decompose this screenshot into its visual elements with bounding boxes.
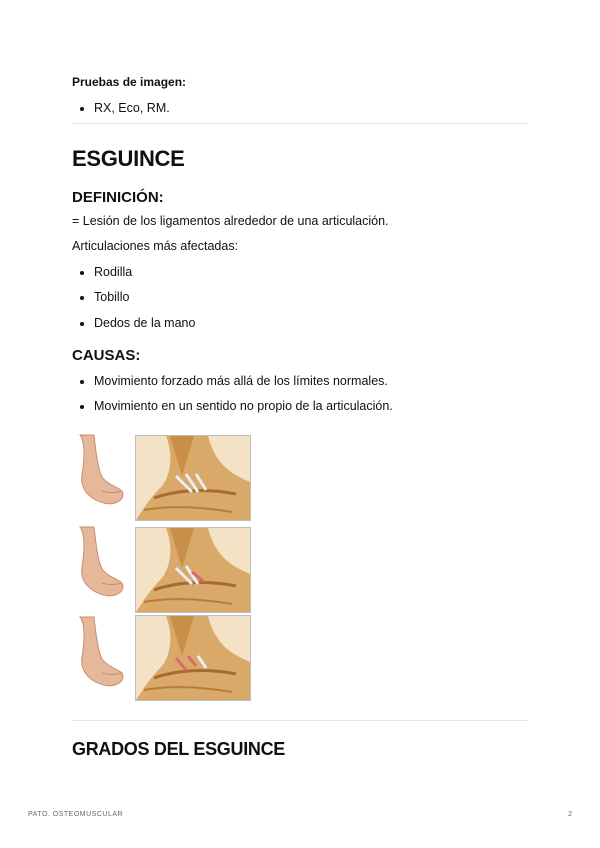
section-title-grades: GRADOS DEL ESGUINCE xyxy=(72,739,285,759)
list-item: Tobillo xyxy=(94,290,130,304)
divider xyxy=(72,123,528,124)
list-item: Rodilla xyxy=(94,265,133,279)
causes-heading: CAUSAS: xyxy=(72,347,141,364)
footer-label: PATO. OSTEOMUSCULAR xyxy=(28,811,124,818)
joints-intro: Articulaciones más afectadas: xyxy=(72,239,239,253)
list-item: RX, Eco, RM. xyxy=(94,101,170,115)
imaging-heading: Pruebas de imagen: xyxy=(72,75,187,89)
definition-text: = Lesión de los ligamentos alrededor de una articulación. xyxy=(72,214,389,228)
ligament-panel xyxy=(135,615,251,701)
sprain-grades-illustration xyxy=(72,433,252,701)
list-item: Movimiento en un sentido no propio de la articulación. xyxy=(94,399,393,413)
foot-image xyxy=(72,525,130,605)
section-title-sprain: ESGUINCE xyxy=(72,146,185,171)
foot-image xyxy=(72,615,130,695)
ligament-panel xyxy=(135,435,251,521)
foot-image xyxy=(72,433,130,513)
divider xyxy=(72,720,528,721)
list-item: Dedos de la mano xyxy=(94,316,196,330)
definition-heading: DEFINICIÓN: xyxy=(72,189,164,206)
ligament-panel xyxy=(135,527,251,613)
list-item: Movimiento forzado más allá de los límites normales. xyxy=(94,374,388,388)
page-number: 2 xyxy=(568,811,572,818)
